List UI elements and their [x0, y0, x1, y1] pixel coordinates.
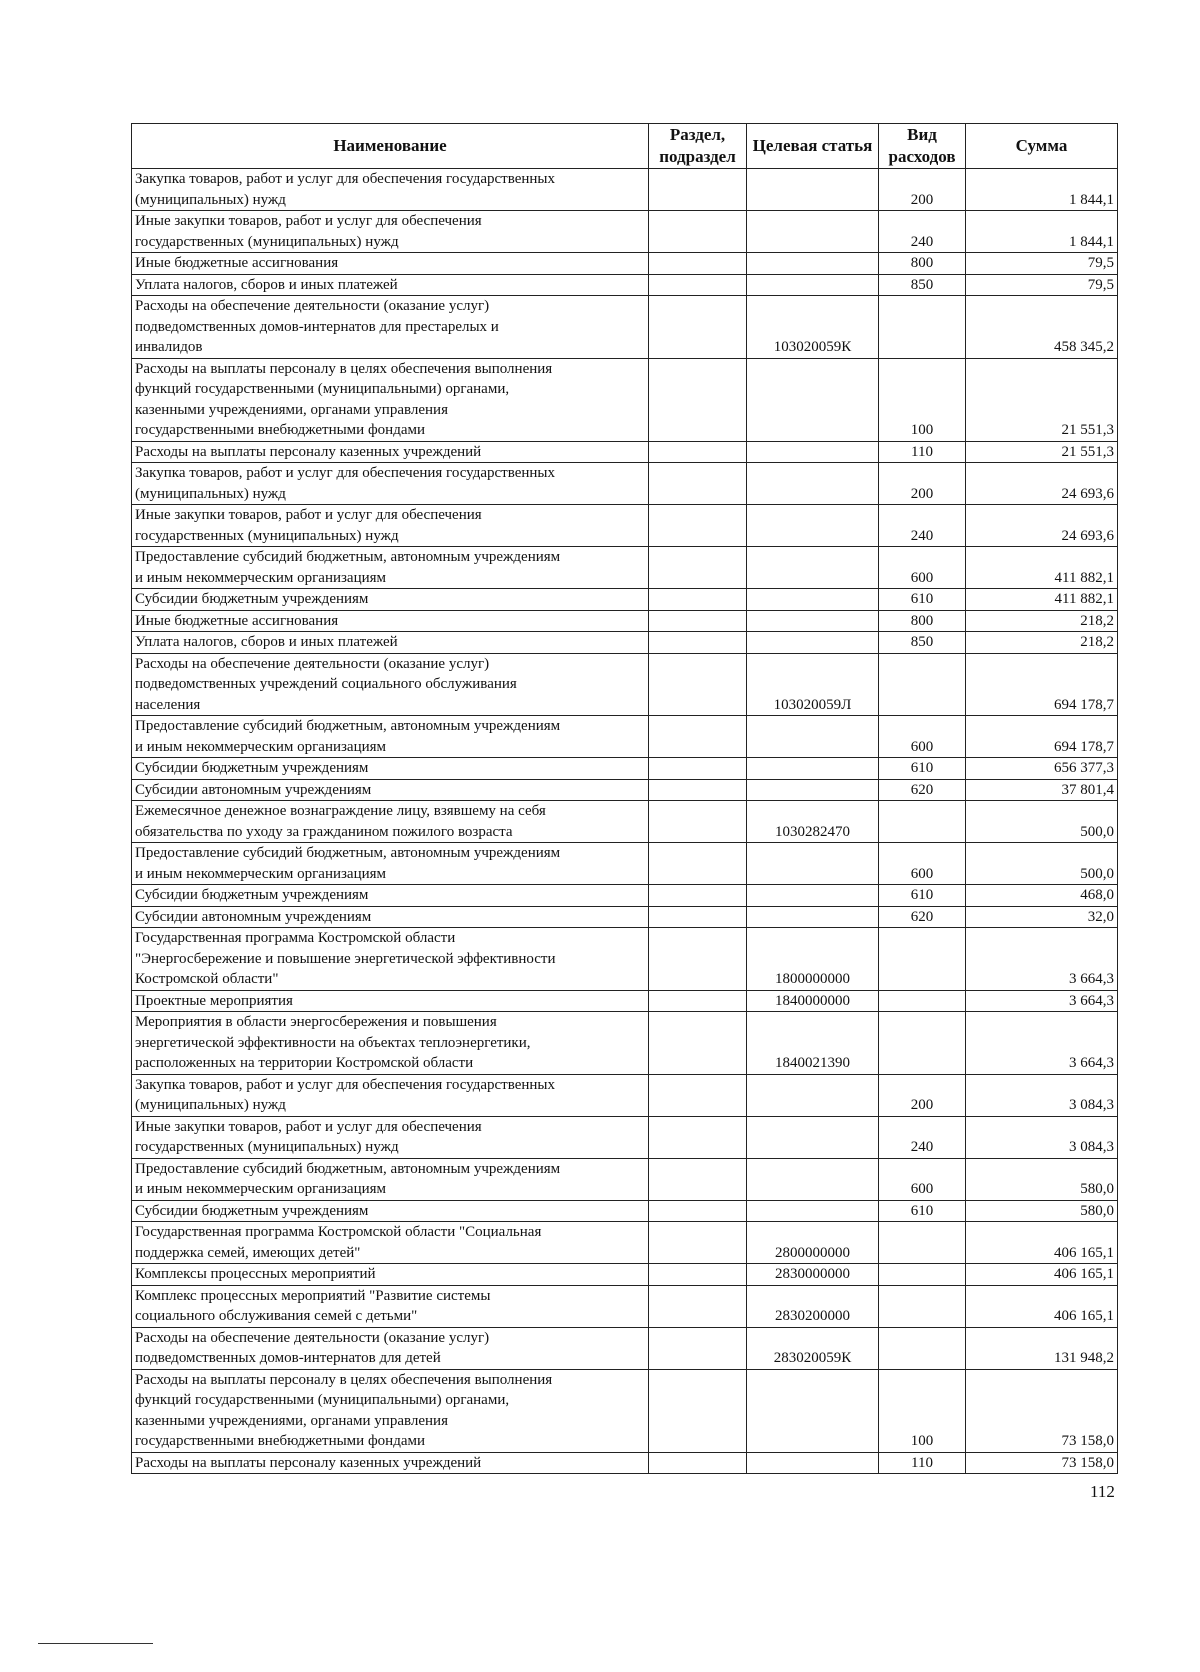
row-sum-cell: 3 664,3	[966, 928, 1118, 991]
row-sum-cell: 406 165,1	[966, 1222, 1118, 1264]
row-sum-cell: 458 345,2	[966, 296, 1118, 359]
row-target-article-cell	[747, 1074, 879, 1116]
row-target-article-cell	[747, 610, 879, 632]
row-expense-type-cell: 800	[879, 253, 966, 275]
row-sum-cell: 24 693,6	[966, 463, 1118, 505]
row-section-cell	[649, 547, 747, 589]
row-name-cell: Комплексы процессных мероприятий	[132, 1264, 649, 1286]
row-sum-cell: 131 948,2	[966, 1327, 1118, 1369]
row-target-article-cell	[747, 885, 879, 907]
scan-mark-line	[38, 1643, 153, 1644]
row-section-cell	[649, 990, 747, 1012]
row-sum-cell: 500,0	[966, 801, 1118, 843]
table-row	[132, 632, 1118, 654]
row-expense-type-cell	[879, 1285, 966, 1327]
header-row	[132, 124, 1118, 169]
row-section-cell	[649, 441, 747, 463]
table-row	[132, 1327, 1118, 1369]
table-row	[132, 211, 1118, 253]
table-row	[132, 589, 1118, 611]
table-row	[132, 758, 1118, 780]
table-row	[132, 801, 1118, 843]
row-name-cell: Субсидии бюджетным учреждениям	[132, 758, 649, 780]
row-target-article-cell	[747, 758, 879, 780]
row-target-article-cell	[747, 1158, 879, 1200]
row-expense-type-cell: 100	[879, 1369, 966, 1452]
row-name-cell: Расходы на выплаты персоналу в целях обеспечения выполнения функций государственными (муниципальными) органами, казенными учреждениями, органами управления государственными внебюджетными фондами	[132, 358, 649, 441]
row-section-cell	[649, 1200, 747, 1222]
row-expense-type-cell: 850	[879, 274, 966, 296]
row-expense-type-cell: 600	[879, 716, 966, 758]
row-target-article-cell	[747, 463, 879, 505]
row-expense-type-cell: 240	[879, 505, 966, 547]
row-target-article-cell	[747, 169, 879, 211]
table-row	[132, 296, 1118, 359]
row-section-cell	[649, 358, 747, 441]
row-sum-cell: 79,5	[966, 274, 1118, 296]
row-name-cell: Иные закупки товаров, работ и услуг для обеспечения государственных (муниципальных) нужд	[132, 211, 649, 253]
row-section-cell	[649, 1327, 747, 1369]
row-target-article-cell	[747, 274, 879, 296]
table-row	[132, 358, 1118, 441]
row-name-cell: Ежемесячное денежное вознаграждение лицу, взявшему на себя обязательства по уходу за гражданином пожилого возраста	[132, 801, 649, 843]
row-target-article-cell	[747, 1116, 879, 1158]
row-target-article-cell: 103020059К	[747, 296, 879, 359]
header-sum: Сумма	[966, 124, 1118, 169]
row-target-article-cell: 1800000000	[747, 928, 879, 991]
row-name-cell: Проектные мероприятия	[132, 990, 649, 1012]
row-sum-cell: 411 882,1	[966, 589, 1118, 611]
row-expense-type-cell: 240	[879, 211, 966, 253]
row-name-cell: Предоставление субсидий бюджетным, автономным учреждениям и иным некоммерческим организациям	[132, 843, 649, 885]
table-body	[132, 169, 1118, 1474]
row-sum-cell: 3 664,3	[966, 1012, 1118, 1075]
header-section: Раздел, подраздел	[649, 124, 747, 169]
row-expense-type-cell	[879, 990, 966, 1012]
row-name-cell: Государственная программа Костромской области "Энергосбережение и повышение энергетической эффективности Костромской области"	[132, 928, 649, 991]
row-name-cell: Расходы на выплаты персоналу казенных учреждений	[132, 1452, 649, 1474]
row-expense-type-cell: 200	[879, 1074, 966, 1116]
row-section-cell	[649, 1012, 747, 1075]
page-number: 112	[1090, 1482, 1115, 1501]
row-name-cell: Расходы на обеспечение деятельности (оказание услуг) подведомственных домов-интернатов для детей	[132, 1327, 649, 1369]
row-section-cell	[649, 928, 747, 991]
row-sum-cell: 3 084,3	[966, 1116, 1118, 1158]
row-name-cell: Закупка товаров, работ и услуг для обеспечения государственных (муниципальных) нужд	[132, 169, 649, 211]
table-row	[132, 610, 1118, 632]
row-sum-cell: 218,2	[966, 610, 1118, 632]
row-expense-type-cell	[879, 928, 966, 991]
row-name-cell: Субсидии бюджетным учреждениям	[132, 589, 649, 611]
row-sum-cell: 580,0	[966, 1200, 1118, 1222]
row-expense-type-cell: 610	[879, 758, 966, 780]
row-target-article-cell: 283020059К	[747, 1327, 879, 1369]
row-sum-cell: 468,0	[966, 885, 1118, 907]
table-row	[132, 169, 1118, 211]
table-row	[132, 1012, 1118, 1075]
table-row	[132, 1116, 1118, 1158]
row-expense-type-cell: 850	[879, 632, 966, 654]
row-section-cell	[649, 1222, 747, 1264]
row-target-article-cell: 1030282470	[747, 801, 879, 843]
row-name-cell: Государственная программа Костромской области "Социальная поддержка семей, имеющих детей"	[132, 1222, 649, 1264]
row-expense-type-cell: 620	[879, 779, 966, 801]
row-section-cell	[649, 716, 747, 758]
row-expense-type-cell: 610	[879, 589, 966, 611]
row-sum-cell: 21 551,3	[966, 358, 1118, 441]
row-section-cell	[649, 211, 747, 253]
row-target-article-cell	[747, 253, 879, 275]
row-sum-cell: 406 165,1	[966, 1285, 1118, 1327]
row-target-article-cell	[747, 505, 879, 547]
row-sum-cell: 694 178,7	[966, 716, 1118, 758]
row-name-cell: Иные закупки товаров, работ и услуг для обеспечения государственных (муниципальных) нужд	[132, 1116, 649, 1158]
row-sum-cell: 79,5	[966, 253, 1118, 275]
row-target-article-cell: 1840000000	[747, 990, 879, 1012]
table-row	[132, 274, 1118, 296]
row-expense-type-cell: 610	[879, 885, 966, 907]
row-expense-type-cell: 600	[879, 843, 966, 885]
row-target-article-cell	[747, 589, 879, 611]
row-section-cell	[649, 1264, 747, 1286]
row-expense-type-cell	[879, 1222, 966, 1264]
row-target-article-cell	[747, 906, 879, 928]
row-name-cell: Предоставление субсидий бюджетным, автономным учреждениям и иным некоммерческим организациям	[132, 716, 649, 758]
table-row	[132, 653, 1118, 716]
row-name-cell: Расходы на обеспечение деятельности (оказание услуг) подведомственных учреждений социального обслуживания населения	[132, 653, 649, 716]
row-sum-cell: 21 551,3	[966, 441, 1118, 463]
row-name-cell: Иные бюджетные ассигнования	[132, 610, 649, 632]
row-sum-cell: 32,0	[966, 906, 1118, 928]
row-section-cell	[649, 632, 747, 654]
budget-table	[131, 123, 1118, 1474]
row-name-cell: Уплата налогов, сборов и иных платежей	[132, 274, 649, 296]
row-target-article-cell	[747, 441, 879, 463]
row-sum-cell: 656 377,3	[966, 758, 1118, 780]
row-section-cell	[649, 758, 747, 780]
row-sum-cell: 3 664,3	[966, 990, 1118, 1012]
row-section-cell	[649, 1285, 747, 1327]
row-section-cell	[649, 169, 747, 211]
row-expense-type-cell: 110	[879, 441, 966, 463]
row-name-cell: Комплекс процессных мероприятий "Развитие системы социального обслуживания семей с детьми"	[132, 1285, 649, 1327]
row-sum-cell: 694 178,7	[966, 653, 1118, 716]
row-target-article-cell: 1840021390	[747, 1012, 879, 1075]
row-expense-type-cell	[879, 1327, 966, 1369]
row-sum-cell: 1 844,1	[966, 211, 1118, 253]
row-name-cell: Предоставление субсидий бюджетным, автономным учреждениям и иным некоммерческим организациям	[132, 1158, 649, 1200]
row-target-article-cell: 103020059Л	[747, 653, 879, 716]
header-name: Наименование	[132, 124, 649, 169]
row-section-cell	[649, 653, 747, 716]
table-row	[132, 1222, 1118, 1264]
table-row	[132, 253, 1118, 275]
row-section-cell	[649, 779, 747, 801]
row-name-cell: Мероприятия в области энергосбережения и повышения энергетической эффективности на объектах теплоэнергетики, расположенных на территории Костромской области	[132, 1012, 649, 1075]
row-expense-type-cell: 600	[879, 1158, 966, 1200]
row-name-cell: Субсидии автономным учреждениям	[132, 906, 649, 928]
row-section-cell	[649, 610, 747, 632]
table-row	[132, 1264, 1118, 1286]
row-name-cell: Субсидии автономным учреждениям	[132, 779, 649, 801]
row-name-cell: Предоставление субсидий бюджетным, автономным учреждениям и иным некоммерческим организациям	[132, 547, 649, 589]
row-sum-cell: 37 801,4	[966, 779, 1118, 801]
row-expense-type-cell: 200	[879, 463, 966, 505]
header-expense-type: Вид расходов	[879, 124, 966, 169]
row-sum-cell: 406 165,1	[966, 1264, 1118, 1286]
table-row	[132, 990, 1118, 1012]
row-section-cell	[649, 1369, 747, 1452]
row-expense-type-cell	[879, 653, 966, 716]
table-row	[132, 716, 1118, 758]
row-target-article-cell: 2830200000	[747, 1285, 879, 1327]
row-expense-type-cell	[879, 801, 966, 843]
table-row	[132, 1452, 1118, 1474]
row-name-cell: Иные бюджетные ассигнования	[132, 253, 649, 275]
table-row	[132, 779, 1118, 801]
row-target-article-cell	[747, 358, 879, 441]
row-target-article-cell	[747, 1200, 879, 1222]
table-row	[132, 928, 1118, 991]
row-sum-cell: 73 158,0	[966, 1452, 1118, 1474]
row-name-cell: Расходы на обеспечение деятельности (оказание услуг) подведомственных домов-интернатов для престарелых и инвалидов	[132, 296, 649, 359]
row-sum-cell: 73 158,0	[966, 1369, 1118, 1452]
row-sum-cell: 218,2	[966, 632, 1118, 654]
row-name-cell: Субсидии бюджетным учреждениям	[132, 885, 649, 907]
row-name-cell: Субсидии бюджетным учреждениям	[132, 1200, 649, 1222]
row-name-cell: Закупка товаров, работ и услуг для обеспечения государственных (муниципальных) нужд	[132, 1074, 649, 1116]
row-target-article-cell	[747, 632, 879, 654]
row-expense-type-cell: 620	[879, 906, 966, 928]
row-section-cell	[649, 463, 747, 505]
row-target-article-cell: 2830000000	[747, 1264, 879, 1286]
row-sum-cell: 411 882,1	[966, 547, 1118, 589]
row-expense-type-cell: 110	[879, 1452, 966, 1474]
header-target-article: Целевая статья	[747, 124, 879, 169]
row-expense-type-cell: 800	[879, 610, 966, 632]
row-expense-type-cell	[879, 296, 966, 359]
row-name-cell: Иные закупки товаров, работ и услуг для обеспечения государственных (муниципальных) нужд	[132, 505, 649, 547]
table-row	[132, 1158, 1118, 1200]
row-sum-cell: 24 693,6	[966, 505, 1118, 547]
row-target-article-cell	[747, 547, 879, 589]
row-sum-cell: 580,0	[966, 1158, 1118, 1200]
table-row	[132, 1285, 1118, 1327]
row-section-cell	[649, 1116, 747, 1158]
row-name-cell: Уплата налогов, сборов и иных платежей	[132, 632, 649, 654]
row-expense-type-cell: 240	[879, 1116, 966, 1158]
row-section-cell	[649, 843, 747, 885]
row-section-cell	[649, 505, 747, 547]
row-section-cell	[649, 906, 747, 928]
table-row	[132, 505, 1118, 547]
row-target-article-cell: 2800000000	[747, 1222, 879, 1264]
row-target-article-cell	[747, 779, 879, 801]
row-expense-type-cell: 100	[879, 358, 966, 441]
row-target-article-cell	[747, 716, 879, 758]
row-name-cell: Расходы на выплаты персоналу казенных учреждений	[132, 441, 649, 463]
table-row	[132, 463, 1118, 505]
row-sum-cell: 1 844,1	[966, 169, 1118, 211]
row-name-cell: Расходы на выплаты персоналу в целях обеспечения выполнения функций государственными (муниципальными) органами, казенными учреждениями, органами управления государственными внебюджетными фондами	[132, 1369, 649, 1452]
row-sum-cell: 500,0	[966, 843, 1118, 885]
row-section-cell	[649, 589, 747, 611]
row-name-cell: Закупка товаров, работ и услуг для обеспечения государственных (муниципальных) нужд	[132, 463, 649, 505]
row-section-cell	[649, 253, 747, 275]
table-row	[132, 885, 1118, 907]
row-expense-type-cell	[879, 1012, 966, 1075]
row-section-cell	[649, 274, 747, 296]
table-row	[132, 441, 1118, 463]
row-sum-cell: 3 084,3	[966, 1074, 1118, 1116]
row-section-cell	[649, 1158, 747, 1200]
row-target-article-cell	[747, 1369, 879, 1452]
row-section-cell	[649, 885, 747, 907]
table-row	[132, 906, 1118, 928]
row-expense-type-cell: 600	[879, 547, 966, 589]
row-target-article-cell	[747, 211, 879, 253]
table-row	[132, 1074, 1118, 1116]
table-row	[132, 843, 1118, 885]
table-row	[132, 1369, 1118, 1452]
row-expense-type-cell: 610	[879, 1200, 966, 1222]
table-row	[132, 1200, 1118, 1222]
row-section-cell	[649, 1452, 747, 1474]
table-row	[132, 547, 1118, 589]
row-expense-type-cell: 200	[879, 169, 966, 211]
row-target-article-cell	[747, 1452, 879, 1474]
row-section-cell	[649, 296, 747, 359]
row-target-article-cell	[747, 843, 879, 885]
row-section-cell	[649, 801, 747, 843]
row-section-cell	[649, 1074, 747, 1116]
row-expense-type-cell	[879, 1264, 966, 1286]
